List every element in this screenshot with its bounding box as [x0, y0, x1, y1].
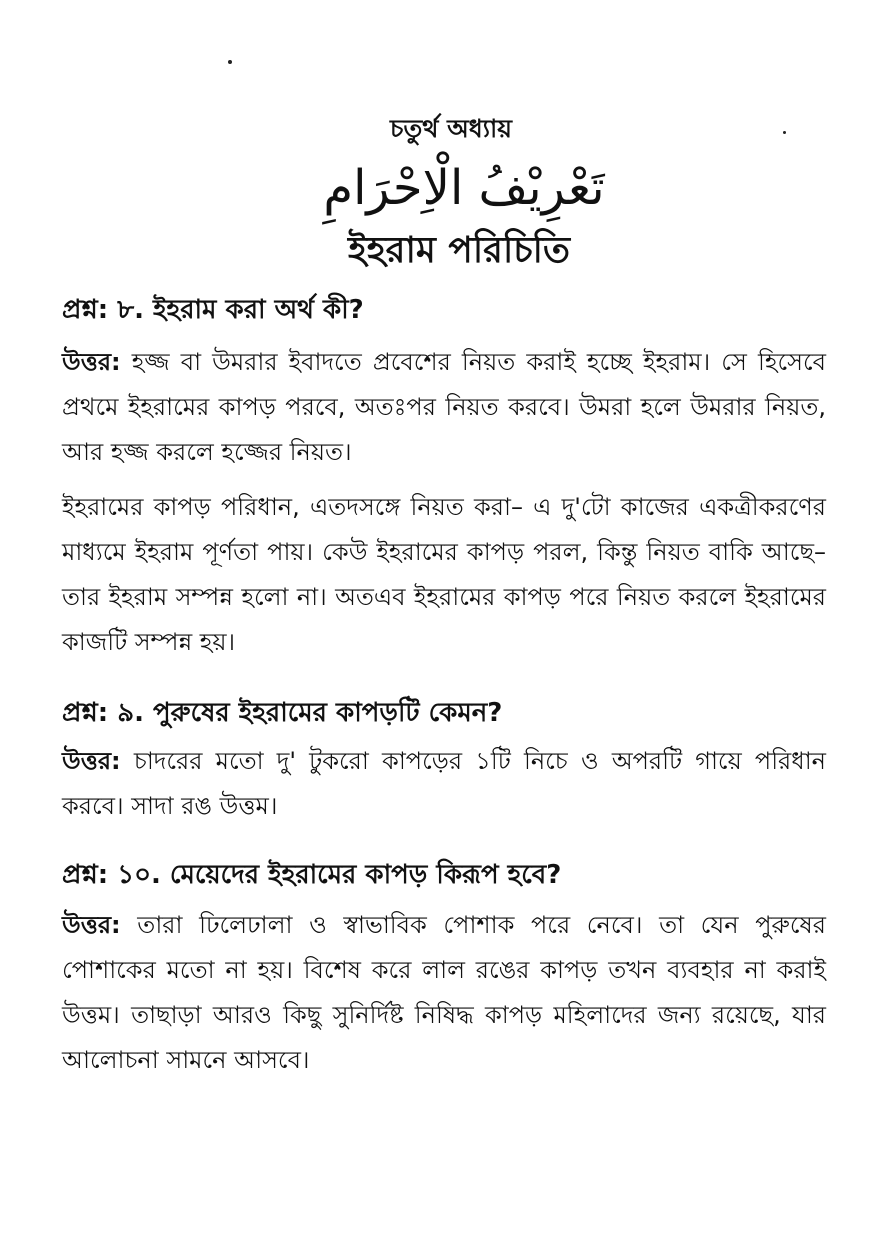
answer-8-paragraph-2: ইহরামের কাপড় পরিধান, এতদসঙ্গে নিয়ত করা– এ দু'টো কাজের একত্রীকরণের মাধ্যমে ইহরাম পূর্ণতা পায়। কেউ ইহরামের কাপড় পরল, কিন্তু নিয়ত বাকি আছে– তার ইহরাম সম্পন্ন হলো না। অতএব ইহরামের কাপড় পরে নিয়ত করলে ইহরামের কাজটি সম্পন্ন হয়।: [62, 493, 826, 656]
answer-10: [62, 903, 826, 1083]
answer-8: [62, 340, 826, 475]
chapter-heading: চতুর্থ অধ্যায়: [389, 114, 513, 143]
question-10: প্রশ্ন: ১০. মেয়েদের ইহরামের কাপড় কিরূপ হবে?: [62, 860, 562, 890]
arabic-title: تَعْرِيْفُ الْاِحْرَامِ: [323, 160, 605, 216]
question-8: প্রশ্ন: ৮. ইহরাম করা অর্থ কী?: [62, 295, 364, 325]
ink-speck: [783, 131, 786, 134]
question-9: প্রশ্ন: ৯. পুরুষের ইহরামের কাপড়টি কেমন?: [62, 698, 503, 728]
answer-label: উত্তর:: [62, 911, 121, 939]
answer-label: উত্তর:: [62, 747, 121, 775]
ink-speck: [228, 60, 232, 64]
answer-9: [62, 739, 826, 829]
answer-text: তারা ঢিলেঢালা ও স্বাভাবিক পোশাক পরে নেবে। তা যেন পুরুষের পোশাকের মতো না হয়। বিশেষ করে লাল রঙের কাপড় তখন ব্যবহার না করাই উত্তম। তাছাড়া আরও কিছু সুনির্দিষ্ট নিষিদ্ধ কাপড় মহিলাদের জন্য রয়েছে, যার আলোচনা সামনে আসবে।: [62, 911, 826, 1074]
answer-label: উত্তর:: [62, 348, 121, 376]
answer-text: চাদরের মতো দু' টুকরো কাপড়ের ১টি নিচে ও অপরটি গায়ে পরিধান করবে। সাদা রঙ উত্তম।: [62, 747, 826, 820]
page-title: ইহরাম পরিচিতি: [348, 230, 570, 271]
answer-text: হজ্জ বা উমরার ইবাদতে প্রবেশের নিয়ত করাই হচ্ছে ইহরাম। সে হিসেবে প্রথমে ইহরামের কাপড় পরবে, অতঃপর নিয়ত করবে। উমরা হলে উমরার নিয়ত, আর হজ্জ করলে হজ্জের নিয়ত।: [62, 348, 826, 466]
